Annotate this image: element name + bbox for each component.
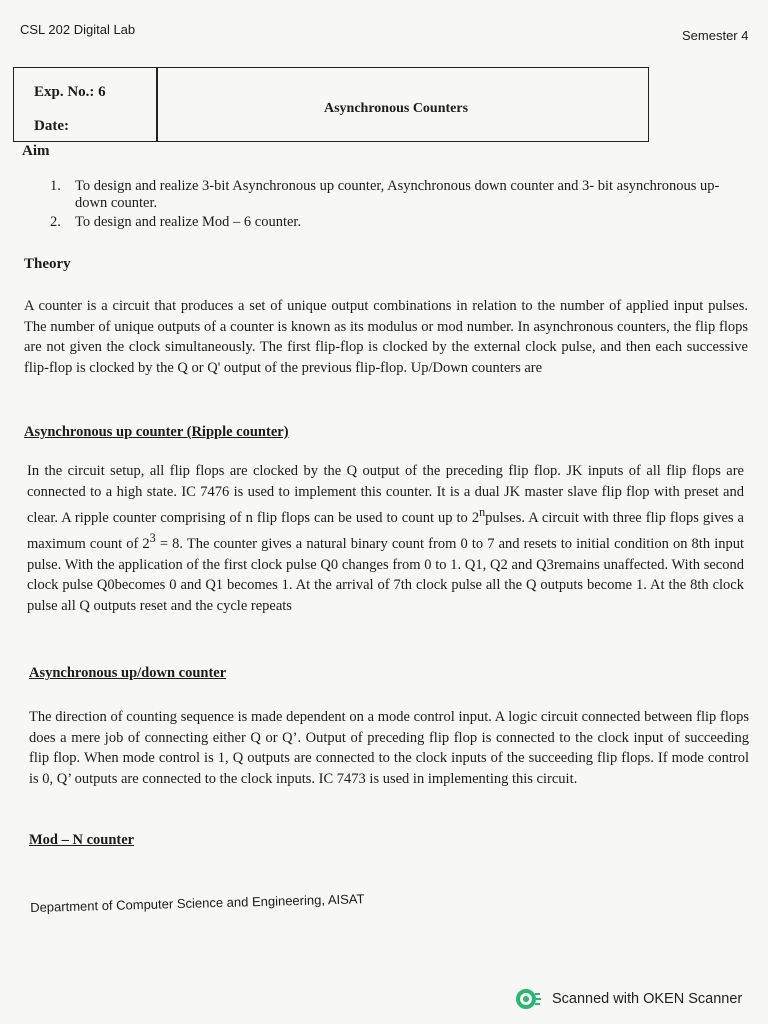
semester-label: Semester 4 bbox=[682, 28, 749, 43]
aim-item-number: 2. bbox=[50, 214, 61, 230]
superscript-3: 3 bbox=[149, 531, 156, 546]
aim-heading: Aim bbox=[22, 143, 50, 159]
department-footer: Department of Computer Science and Engineering, AISAT bbox=[30, 891, 365, 915]
ripple-text-c: = 8. The counter gives a natural binary count from 0 to 7 and resets to initial condition on 8th input pulse. With the application of the first clock pulse Q0 changes from 0 to 1. Q1, Q2 and Q3remains unaffected. With second clock pulse Q0becomes 0 and Q1 becomes 1. At the arrival of 7th clock pulse all the Q outputs become 1. At the 8th clock pulse all Q outputs reset and the cycle repeats bbox=[27, 536, 745, 614]
mod-n-heading: Mod – N counter bbox=[29, 832, 135, 848]
aim-list bbox=[50, 178, 730, 233]
aim-item bbox=[50, 178, 730, 212]
ripple-text-b: pulses. A circuit with three flip flops gives a maximum count of 2 bbox=[27, 509, 744, 553]
theory-paragraph: A counter is a circuit that produces a set of unique output combinations in relation to the number of applied input pulses. The number of unique outputs of a counter is known as its modulus or mod number. In asynchronous counters, the flip flops are not given the clock simultaneously. The first flip-flop is clocked by the external clock pulse, and then each successive flip-flop is clocked by the Q or Q' output of the previous flip-flop. Up/Down counters are bbox=[24, 298, 748, 376]
aim-item-number: 1. bbox=[50, 178, 61, 194]
experiment-date: Date: bbox=[34, 118, 69, 134]
oken-logo-icon bbox=[516, 988, 542, 1010]
aim-item bbox=[50, 214, 730, 231]
experiment-title: Asynchronous Counters bbox=[324, 101, 469, 116]
updown-counter-paragraph: The direction of counting sequence is made dependent on a mode control input. A logic circuit connected between flip flops does a mere job of connecting either Q or Q’. Output of preceding flip flop is connected to the clock input of succeeding flip flop. When mode control is 1, Q outputs are connected to the clock inputs of the succeeding flip flops. If mode control is 0, Q’ outputs are connected to the clock inputs. IC 7473 is used in implementing this circuit. bbox=[29, 709, 749, 787]
box-divider bbox=[156, 68, 158, 141]
course-title: CSL 202 Digital Lab bbox=[20, 22, 136, 37]
ripple-counter-heading: Asynchronous up counter (Ripple counter) bbox=[24, 424, 289, 440]
scanner-watermark bbox=[516, 988, 742, 1010]
ripple-text-a: In the circuit setup, all flip flops are clocked by the Q output of the preceding flip flop. JK inputs of all flip flops are connected to a high state. IC 7476 is used to implement this counter. It is a dual JK master slave flip flop with preset and clear. A ripple counter comprising of n flip flops can be used to count up to 2 bbox=[27, 463, 744, 526]
theory-heading: Theory bbox=[24, 256, 71, 272]
aim-item-text: To design and realize Mod – 6 counter. bbox=[75, 214, 302, 230]
scanner-watermark-text: Scanned with OKEN Scanner bbox=[552, 991, 743, 1007]
aim-item-text: To design and realize 3-bit Asynchronous up counter, Asynchronous down counter and 3- bit asynchronous up-down counter. bbox=[75, 178, 720, 211]
experiment-number: Exp. No.: 6 bbox=[34, 84, 106, 100]
updown-counter-heading: Asynchronous up/down counter bbox=[29, 665, 227, 681]
ripple-counter-paragraph bbox=[27, 461, 744, 616]
superscript-n: n bbox=[479, 505, 486, 519]
experiment-box bbox=[13, 67, 649, 142]
